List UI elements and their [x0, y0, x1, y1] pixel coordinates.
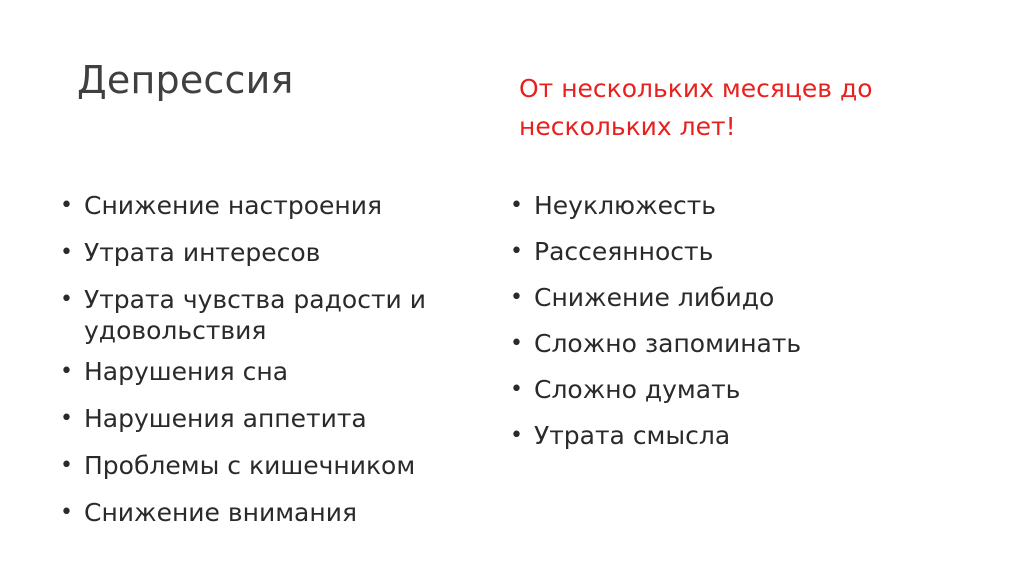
bullet-icon: •: [510, 423, 523, 448]
list-item: [510, 236, 910, 267]
list-item-text: Утрата интересов: [84, 238, 321, 267]
bullet-icon: •: [60, 359, 73, 384]
list-item-text: Рассеянность: [534, 237, 714, 266]
list-item: [60, 190, 480, 221]
list-item-text: Утрата смысла: [534, 421, 731, 450]
bullet-icon: •: [60, 287, 73, 312]
bullet-icon: •: [60, 500, 73, 525]
bullet-icon: •: [60, 406, 73, 431]
list-item-text: Снижение внимания: [84, 498, 358, 527]
list-item: [60, 237, 480, 268]
list-item-text: Неуклюжесть: [534, 191, 717, 220]
bullet-icon: •: [510, 193, 523, 218]
bullet-icon: •: [60, 240, 73, 265]
list-item: [510, 190, 910, 221]
right-bullet-list: [510, 190, 910, 466]
bullet-icon: •: [510, 285, 523, 310]
bullet-icon: •: [510, 377, 523, 402]
list-item-text: Проблемы с кишечником: [84, 451, 416, 480]
list-item-text: Снижение настроения: [84, 191, 383, 220]
list-item: [60, 403, 480, 434]
left-bullet-list: [60, 190, 480, 544]
list-item: [60, 450, 480, 481]
bullet-icon: •: [510, 239, 523, 264]
list-item-text: Сложно думать: [534, 375, 741, 404]
list-item-text: Сложно запоминать: [534, 329, 802, 358]
list-item-text: Нарушения сна: [84, 357, 289, 386]
list-item: [60, 497, 480, 528]
list-item: [60, 356, 480, 387]
slide-subtitle: От нескольких месяцев до нескольких лет!: [519, 74, 873, 141]
bullet-icon: •: [60, 453, 73, 478]
bullet-icon: •: [510, 331, 523, 356]
slide-title: Депрессия: [77, 58, 294, 102]
bullet-icon: •: [60, 193, 73, 218]
list-item-text: Снижение либидо: [534, 283, 775, 312]
list-item: [510, 328, 910, 359]
list-item: [510, 374, 910, 405]
list-item: [510, 282, 910, 313]
list-item-text: Нарушения аппетита: [84, 404, 367, 433]
list-item-text: Утрата чувства радости и удовольствия: [84, 285, 426, 345]
list-item: [510, 420, 910, 451]
list-item: [60, 284, 480, 346]
